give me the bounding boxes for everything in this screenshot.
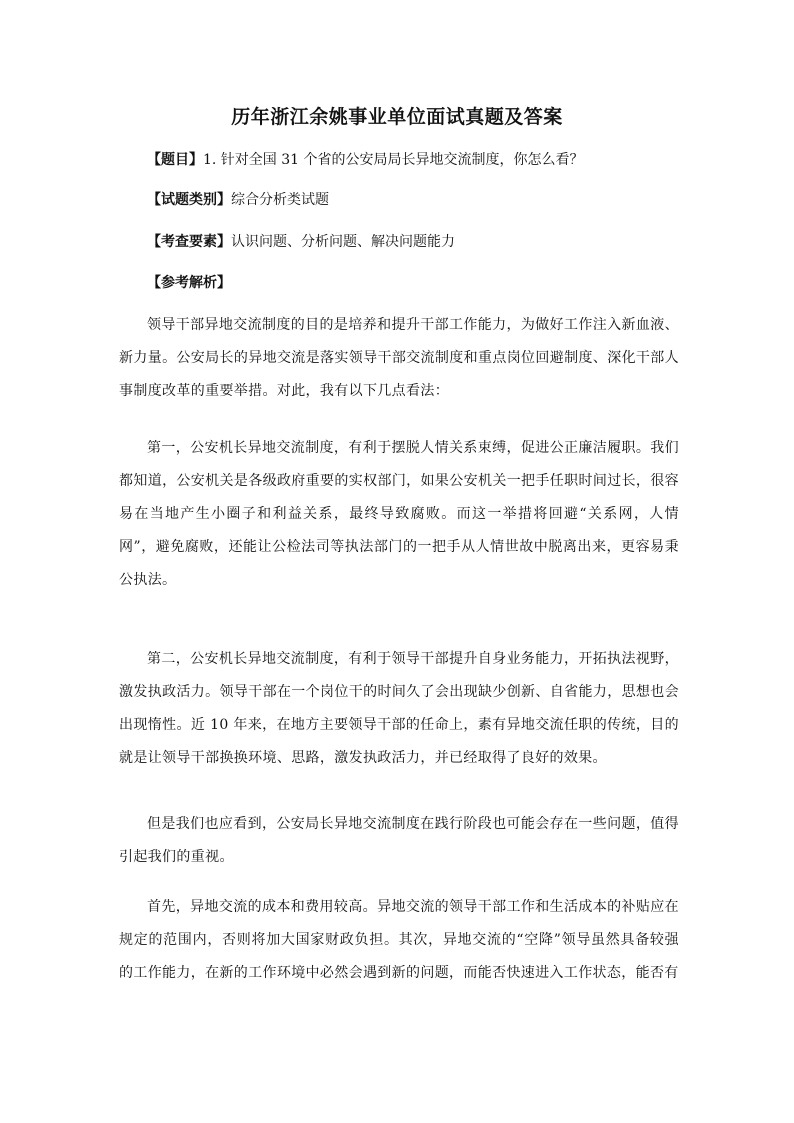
body-paragraph: 领导干部异地交流制度的目的是培养和提升干部工作能力，为做好工作注入新血液、新力量。公安局长的异地交流是落实领导干部交流制度和重点岗位回避制度、深化干部人事制度改革的重要举措。对此，我有以下几点看法： xyxy=(119,317,679,399)
elements-label: 【考查要素】 xyxy=(147,234,231,250)
analysis-label-line xyxy=(147,273,231,293)
question-label: 【题目】 xyxy=(147,152,203,168)
document-title: 历年浙江余姚事业单位面试真题及答案 xyxy=(231,106,563,128)
category-text: 综合分析类试题 xyxy=(231,192,329,208)
analysis-label: 【参考解析】 xyxy=(147,275,231,291)
question-text: 1. 针对全国 31 个省的公安局局长异地交流制度，你怎么看？ xyxy=(203,152,584,168)
body-paragraph: 但是我们也应看到，公安局长异地交流制度在践行阶段也可能会存在一些问题，值得引起我们的重视。 xyxy=(119,816,679,865)
body-paragraph: 首先，异地交流的成本和费用较高。异地交流的领导干部工作和生活成本的补贴应在规定的范围内，否则将加大国家财政负担。其次，异地交流的“空降”领导虽然具备较强的工作能力，在新的工作环境中必然会遇到新的问题，而能否快速进入工作状态，能否有 xyxy=(119,899,679,981)
elements-line xyxy=(147,232,455,252)
question-line xyxy=(147,150,584,170)
body-paragraph: 第二，公安机长异地交流制度，有利于领导干部提升自身业务能力，开拓执法视野，激发执政活力。领导干部在一个岗位干的时间久了会出现缺少创新、自省能力，思想也会出现惰性。近 10 年来，在地方主要领导干部的任命上，素有异地交流任职的传统，目的就是让领导干部换换环境、思路，激发执政活力，并已经取得了良好的效果。 xyxy=(119,651,679,766)
elements-text: 认识问题、分析问题、解决问题能力 xyxy=(231,234,455,250)
category-label: 【试题类别】 xyxy=(147,192,231,208)
body-paragraph: 第一，公安机长异地交流制度，有利于摆脱人情关系束缚，促进公正廉洁履职。我们都知道，公安机关是各级政府重要的实权部门，如果公安机关一把手任职时间过长，很容易在当地产生小圈子和利益关系，最终导致腐败。而这一举措将回避“关系网，人情网”，避免腐败，还能让公检法司等执法部门的一把手从人情世故中脱离出来，更容易秉公执法。 xyxy=(119,440,679,588)
category-line xyxy=(147,190,329,210)
